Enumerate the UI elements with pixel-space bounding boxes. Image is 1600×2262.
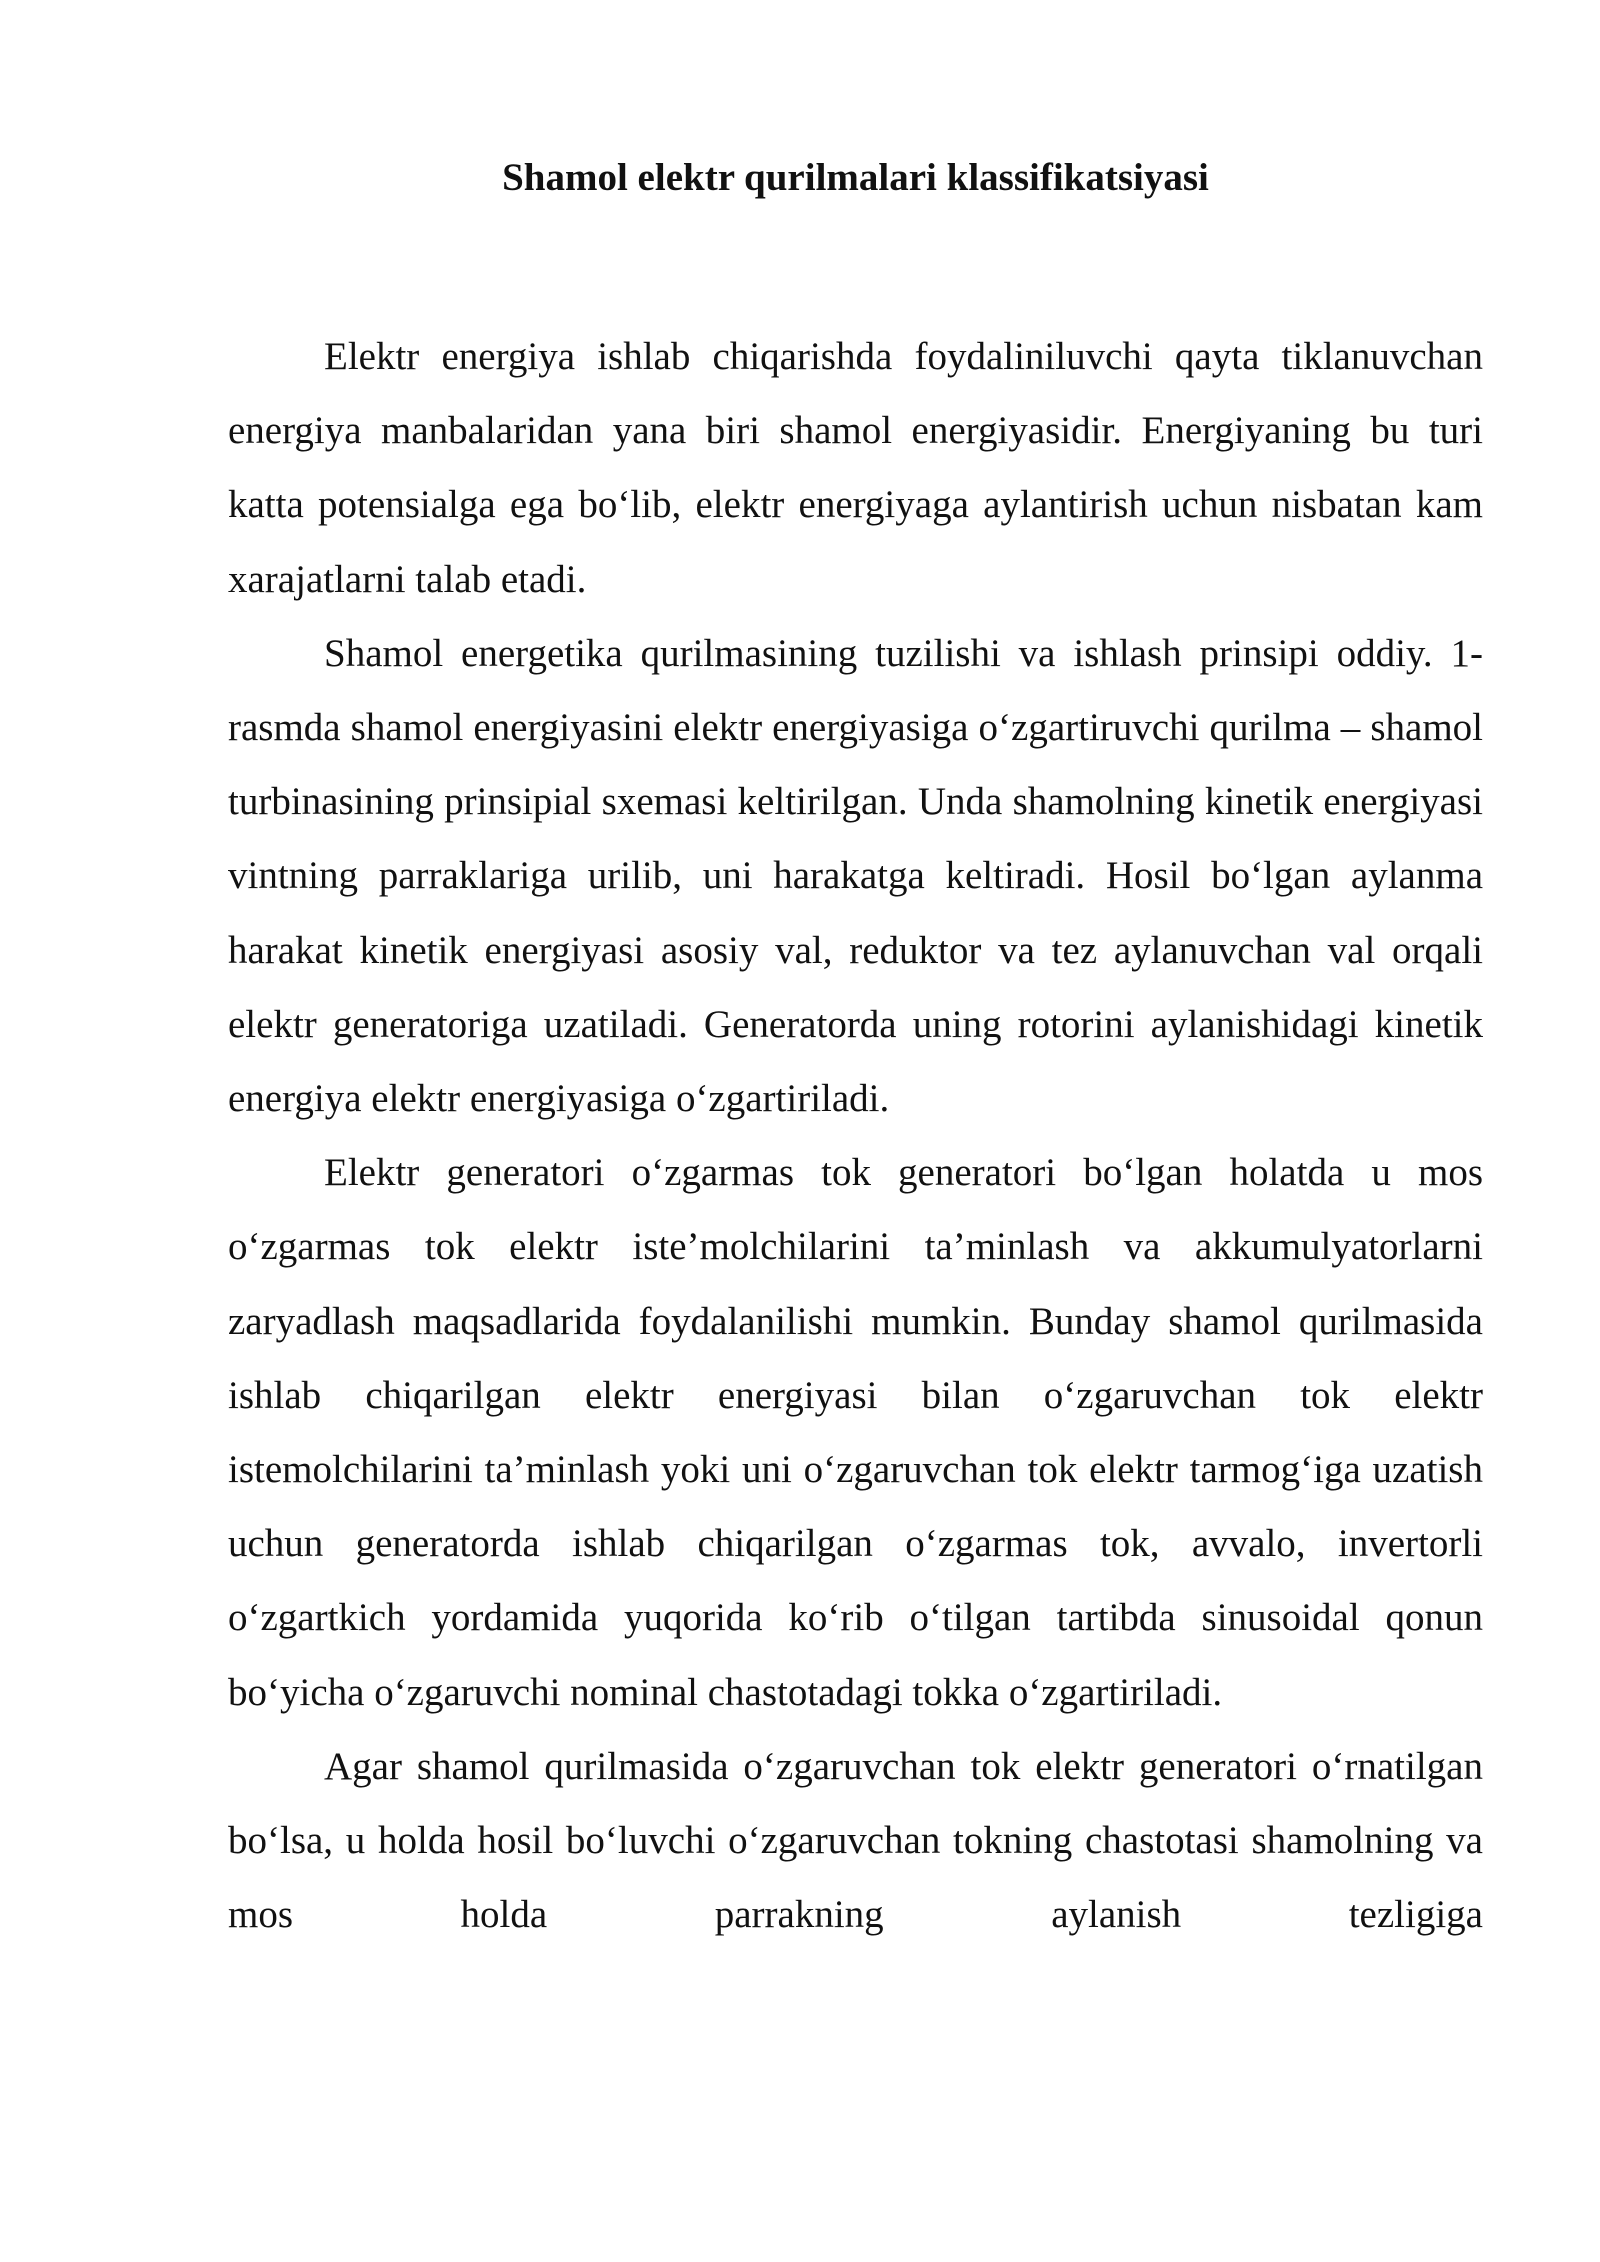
document-title: Shamol elektr qurilmalari klassifikatsiyasi [502, 156, 1209, 199]
paragraph-2: Shamol energetika qurilmasining tuzilishi va ishlash prinsipi oddiy. 1- rasmda shamol energiyasini elektr energiyasiga o‘zgartiruvchi qurilma – shamol turbinasining prinsipial sxemasi keltirilgan. Unda shamolning kinetik energiyasi vintning parraklariga urilib, uni harakatga keltiradi. Hosil bo‘lgan aylanma harakat kinetik energiyasi asosiy val, reduktor va tez aylanuvchan val orqali elektr generatoriga uzatiladi. Generatorda uning rotorini aylanishidagi kinetik energiya elektr energiyasiga o‘zgartiriladi. [228, 631, 1483, 1121]
document-body [228, 320, 1483, 1952]
paragraph-4: Agar shamol qurilmasida o‘zgaruvchan tok elektr generatori o‘rnatilgan bo‘lsa, u holda hosil bo‘luvchi o‘zgaruvchan tokning chastotasi shamolning va mos holda parrakning aylanish tezligiga [228, 1744, 1483, 1937]
paragraph-1: Elektr energiya ishlab chiqarishda foydaliniluvchi qayta tiklanuvchan energiya manbalaridan yana biri shamol energiyasidir. Energiyaning bu turi katta potensialga ega bo‘lib, elektr energiyaga aylantirish uchun nisbatan kam xarajatlarni talab etadi. [228, 335, 1483, 601]
paragraph-3: Elektr generatori o‘zgarmas tok generatori bo‘lgan holatda u mos o‘zgarmas tok elektr iste’molchilarini ta’minlash va akkumulyatorlarni zaryadlash maqsadlarida foydalanilishi mumkin. Bunday shamol qurilmasida ishlab chiqarilgan elektr energiyasi bilan o‘zgaruvchan tok elektr istemolchilarini ta’minlash yoki uni o‘zgaruvchan tok elektr tarmog‘iga uzatish uchun generatorda ishlab chiqarilgan o‘zgarmas tok, avvalo, invertorli o‘zgartkich yordamida yuqorida ko‘rib o‘tilgan tartibda sinusoidal qonun bo‘yicha o‘zgaruvchi nominal chastotadagi tokka o‘zgartiriladi. [228, 1151, 1483, 1714]
